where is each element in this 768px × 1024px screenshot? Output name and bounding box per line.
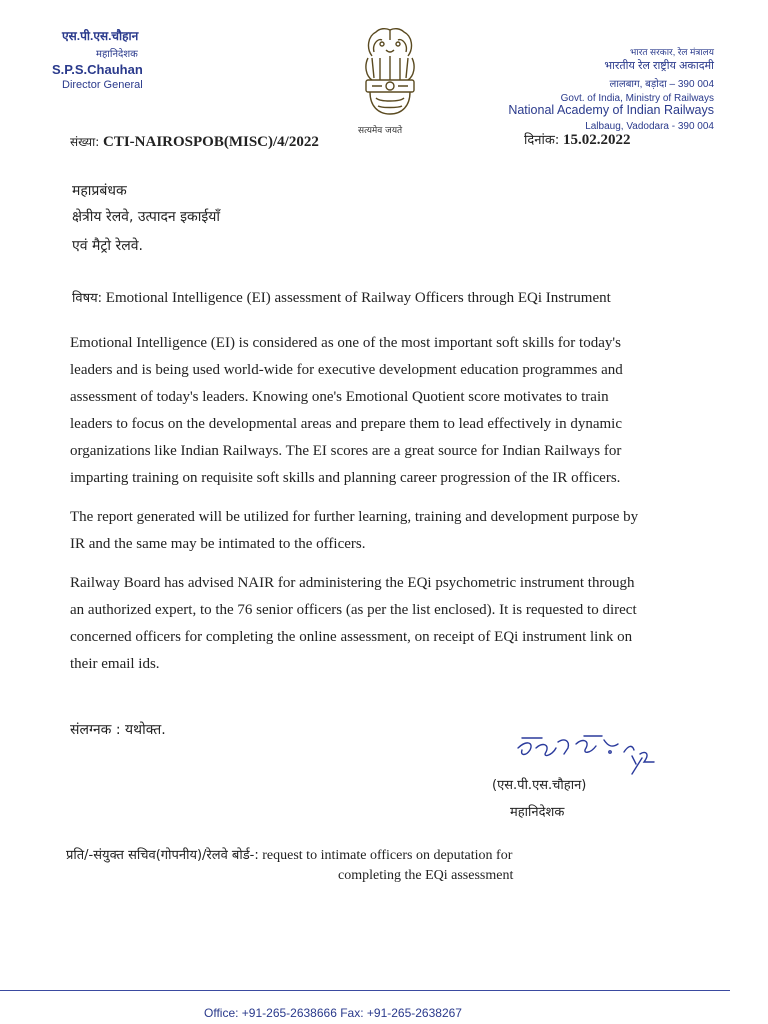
body-line: Emotional Intelligence (EI) is considered as one of the most important soft skills for today's	[70, 335, 621, 351]
body-paragraph-1	[70, 335, 666, 497]
org-hindi-name: भारतीय रेल राष्ट्रीय अकादमी	[604, 60, 714, 72]
body-line: The report generated will be utilized for further learning, training and development purpose by	[70, 509, 639, 525]
body-line: assessment of today's leaders. Knowing one's Emotional Quotient score motivates to train	[70, 389, 609, 405]
footer-divider	[0, 990, 730, 991]
body-line: concerned officers for completing the online assessment, on receipt of EQi instrument link on	[70, 629, 633, 645]
body-line: imparting training on requisite soft skills and planning career progression of the IR officers.	[70, 470, 621, 486]
org-address: Lalbaug, Vadodara - 390 004	[585, 121, 714, 132]
cc-note: request to intimate officers on deputation for	[262, 848, 513, 863]
body-line: an authorized expert, to the 76 senior officers (as per the list enclosed). It is requested to direct	[70, 602, 637, 618]
footer-contact: Office: +91-265-2638666 Fax: +91-265-2638267	[204, 1006, 462, 1020]
body-line: leaders and is being used world-wide for executive development education programmes and	[70, 362, 623, 378]
body-line: Railway Board has advised NAIR for administering the EQi psychometric instrument through	[70, 575, 635, 591]
signatory-name: (एस.पी.एस.चौहान)	[492, 778, 587, 793]
org-ministry: Govt. of India, Ministry of Railways	[560, 93, 714, 104]
cc-recipient: प्रति/-संयुक्त सचिव(गोपनीय)/रेलवे बोर्ड-:	[66, 848, 259, 863]
subject-line	[72, 288, 611, 307]
national-emblem-icon	[352, 18, 428, 122]
body-paragraph-3	[70, 575, 666, 683]
reference-label: संख्या:	[70, 135, 100, 149]
body-line: their email ids.	[70, 656, 160, 672]
emblem-motto: सत्यमेव जयते	[358, 126, 403, 136]
sender-name: S.P.S.Chauhan	[52, 62, 143, 77]
sender-hindi-title: महानिदेशक	[96, 49, 138, 60]
body-line: IR and the same may be intimated to the officers.	[70, 536, 366, 552]
body-line: organizations like Indian Railways. The EI scores are a great source for Indian Railways for	[70, 443, 622, 459]
org-hindi-address: लालबाग, बड़ोदा – 390 004	[609, 79, 714, 90]
subject-label: विषय:	[72, 291, 103, 306]
date-label: दिनांक:	[524, 133, 560, 148]
date-value: 15.02.2022	[562, 132, 631, 148]
subject-text: Emotional Intelligence (EI) assessment of Railway Officers through EQi Instrument	[105, 290, 611, 306]
cc-line	[66, 845, 512, 864]
reference-number	[70, 133, 319, 151]
enclosure-note: संलग्नक : यथोक्त.	[70, 722, 166, 738]
org-name: National Academy of Indian Railways	[508, 103, 714, 117]
sender-title: Director General	[62, 79, 143, 91]
signatory-title: महानिदेशक	[510, 805, 565, 820]
cc-note-continued: completing the EQi assessment	[338, 868, 514, 883]
letter-date	[524, 130, 630, 149]
body-line: leaders to focus on the developmental areas and prepare them to lead effectively in dynamic	[70, 416, 622, 432]
addressee-line: महाप्रबंधक	[72, 183, 127, 199]
org-hindi-ministry: भारत सरकार, रेल मंत्रालय	[630, 47, 714, 57]
reference-value: CTI-NAIROSPOB(MISC)/4/2022	[103, 134, 319, 150]
sender-hindi-name: एस.पी.एस.चौहान	[62, 29, 139, 43]
body-paragraph-2	[70, 509, 666, 563]
addressee-line: एवं मैट्रो रेलवे.	[72, 238, 143, 254]
addressee-line: क्षेत्रीय रेलवे, उत्पादन इकाईयाँ	[72, 209, 221, 225]
